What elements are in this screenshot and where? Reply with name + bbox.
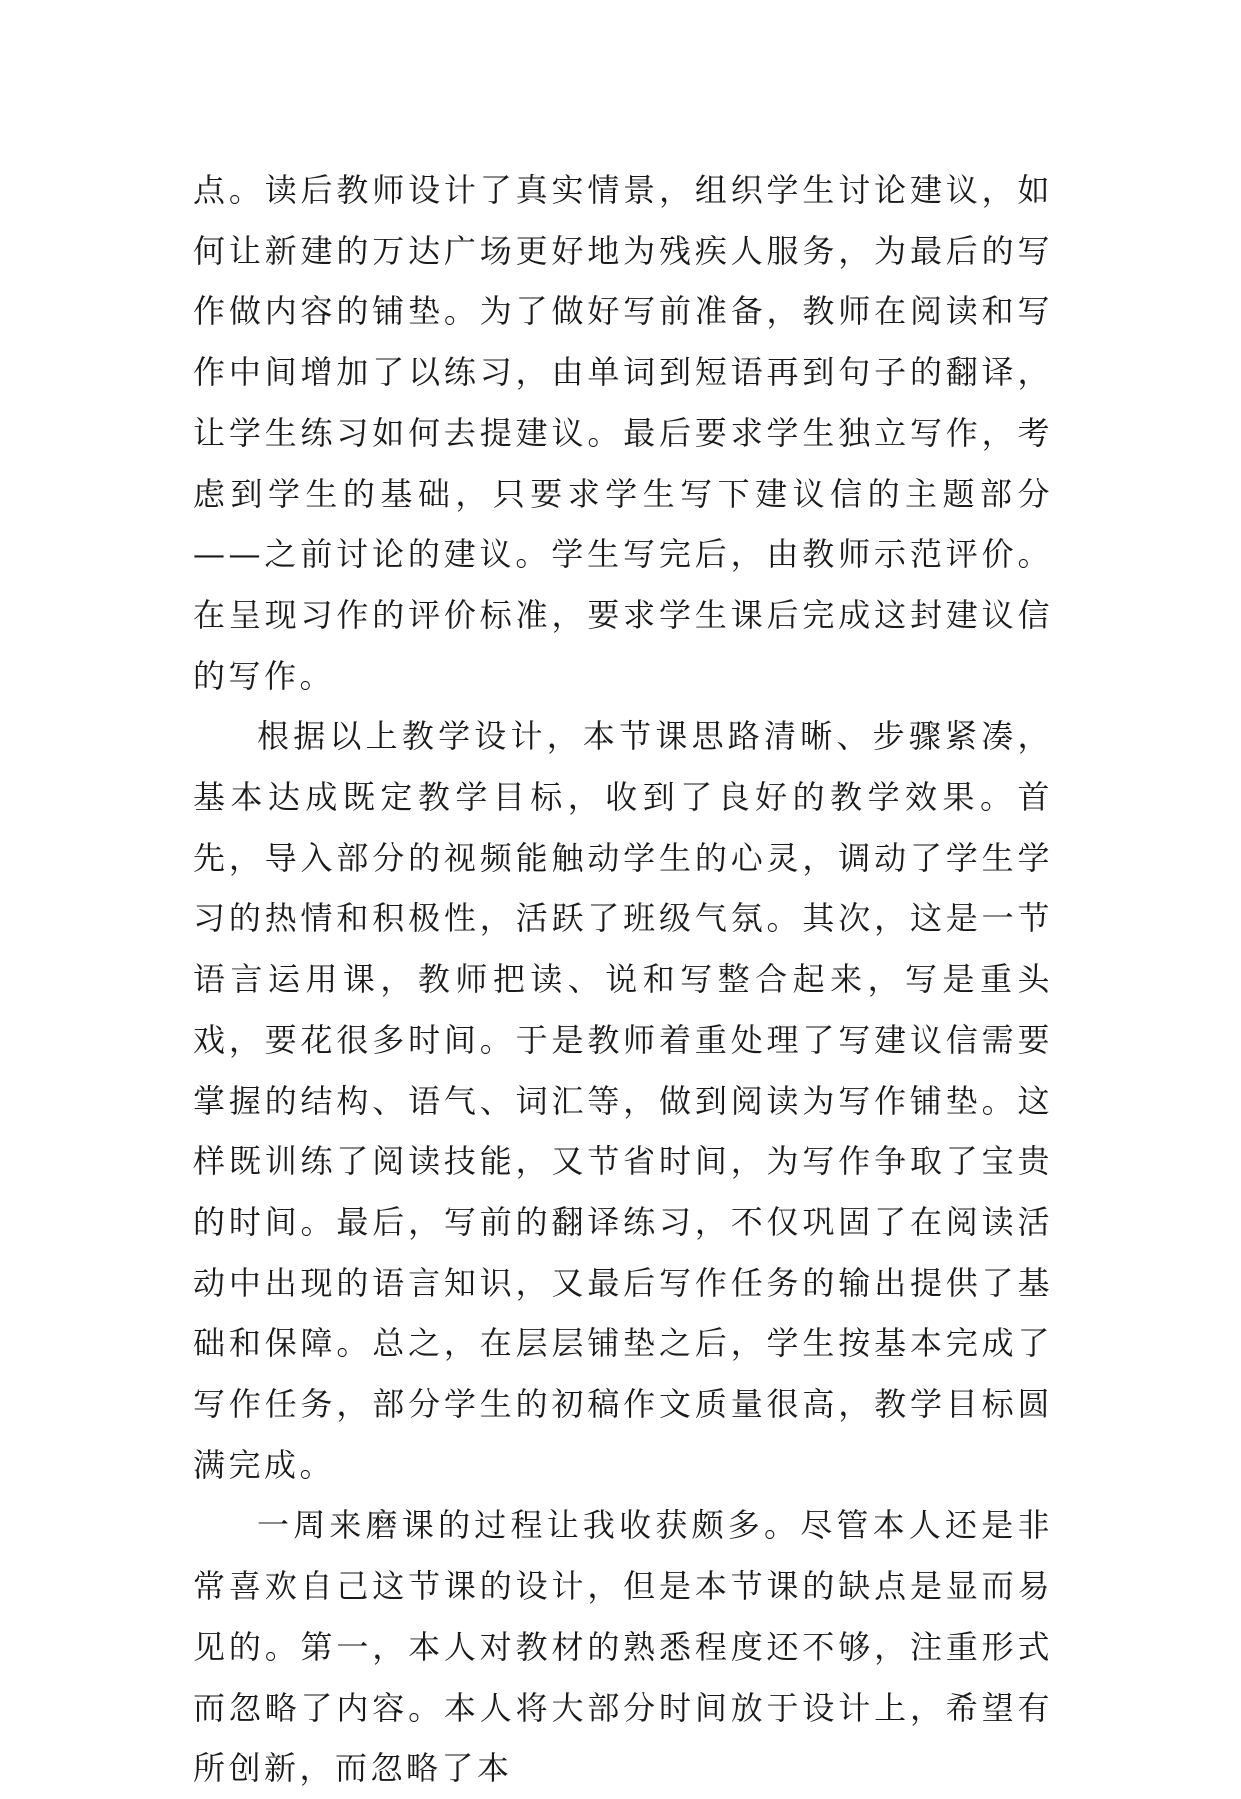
paragraph-continuation: 点。读后教师设计了真实情景，组织学生讨论建议，如何让新建的万达广场更好地为残疾人服务，为最后的写作做内容的铺垫。为了做好写前准备，教师在阅读和写作中间增加了以练习，由单词到短语再到句子的翻译，让学生练习如何去提建议。最后要求学生独立写作，考虑到学生的基础，只要求学生写下建议信的主题部分——之前讨论的建议。学生写完后，由教师示范评价。在呈现习作的评价标准，要求学生课后完成这封建议信的写作。 bbox=[193, 171, 1053, 695]
body-text bbox=[193, 160, 1053, 1799]
paragraph-teaching-effect: 根据以上教学设计，本节课思路清晰、步骤紧凑，基本达成既定教学目标，收到了良好的教学效果。首先，导入部分的视频能触动学生的心灵，调动了学生学习的热情和积极性，活跃了班级气氛。其次，这是一节语言运用课，教师把读、说和写整合起来，写是重头戏，要花很多时间。于是教师着重处理了写建议信需要掌握的结构、语气、词汇等，做到阅读为写作铺垫。这样既训练了阅读技能，又节省时间，为写作争取了宝贵的时间。最后，写前的翻译练习，不仅巩固了在阅读活动中出现的语言知识，又最后写作任务的输出提供了基础和保障。总之，在层层铺垫之后，学生按基本完成了写作任务，部分学生的初稿作文质量很高，教学目标圆满完成。 bbox=[193, 717, 1053, 1484]
paragraph-reflection: 一周来磨课的过程让我收获颇多。尽管本人还是非常喜欢自己这节课的设计，但是本节课的缺点是显而易见的。第一，本人对教材的熟悉程度还不够，注重形式而忽略了内容。本人将大部分时间放于设计上，希望有所创新，而忽略了本 bbox=[193, 1506, 1053, 1788]
